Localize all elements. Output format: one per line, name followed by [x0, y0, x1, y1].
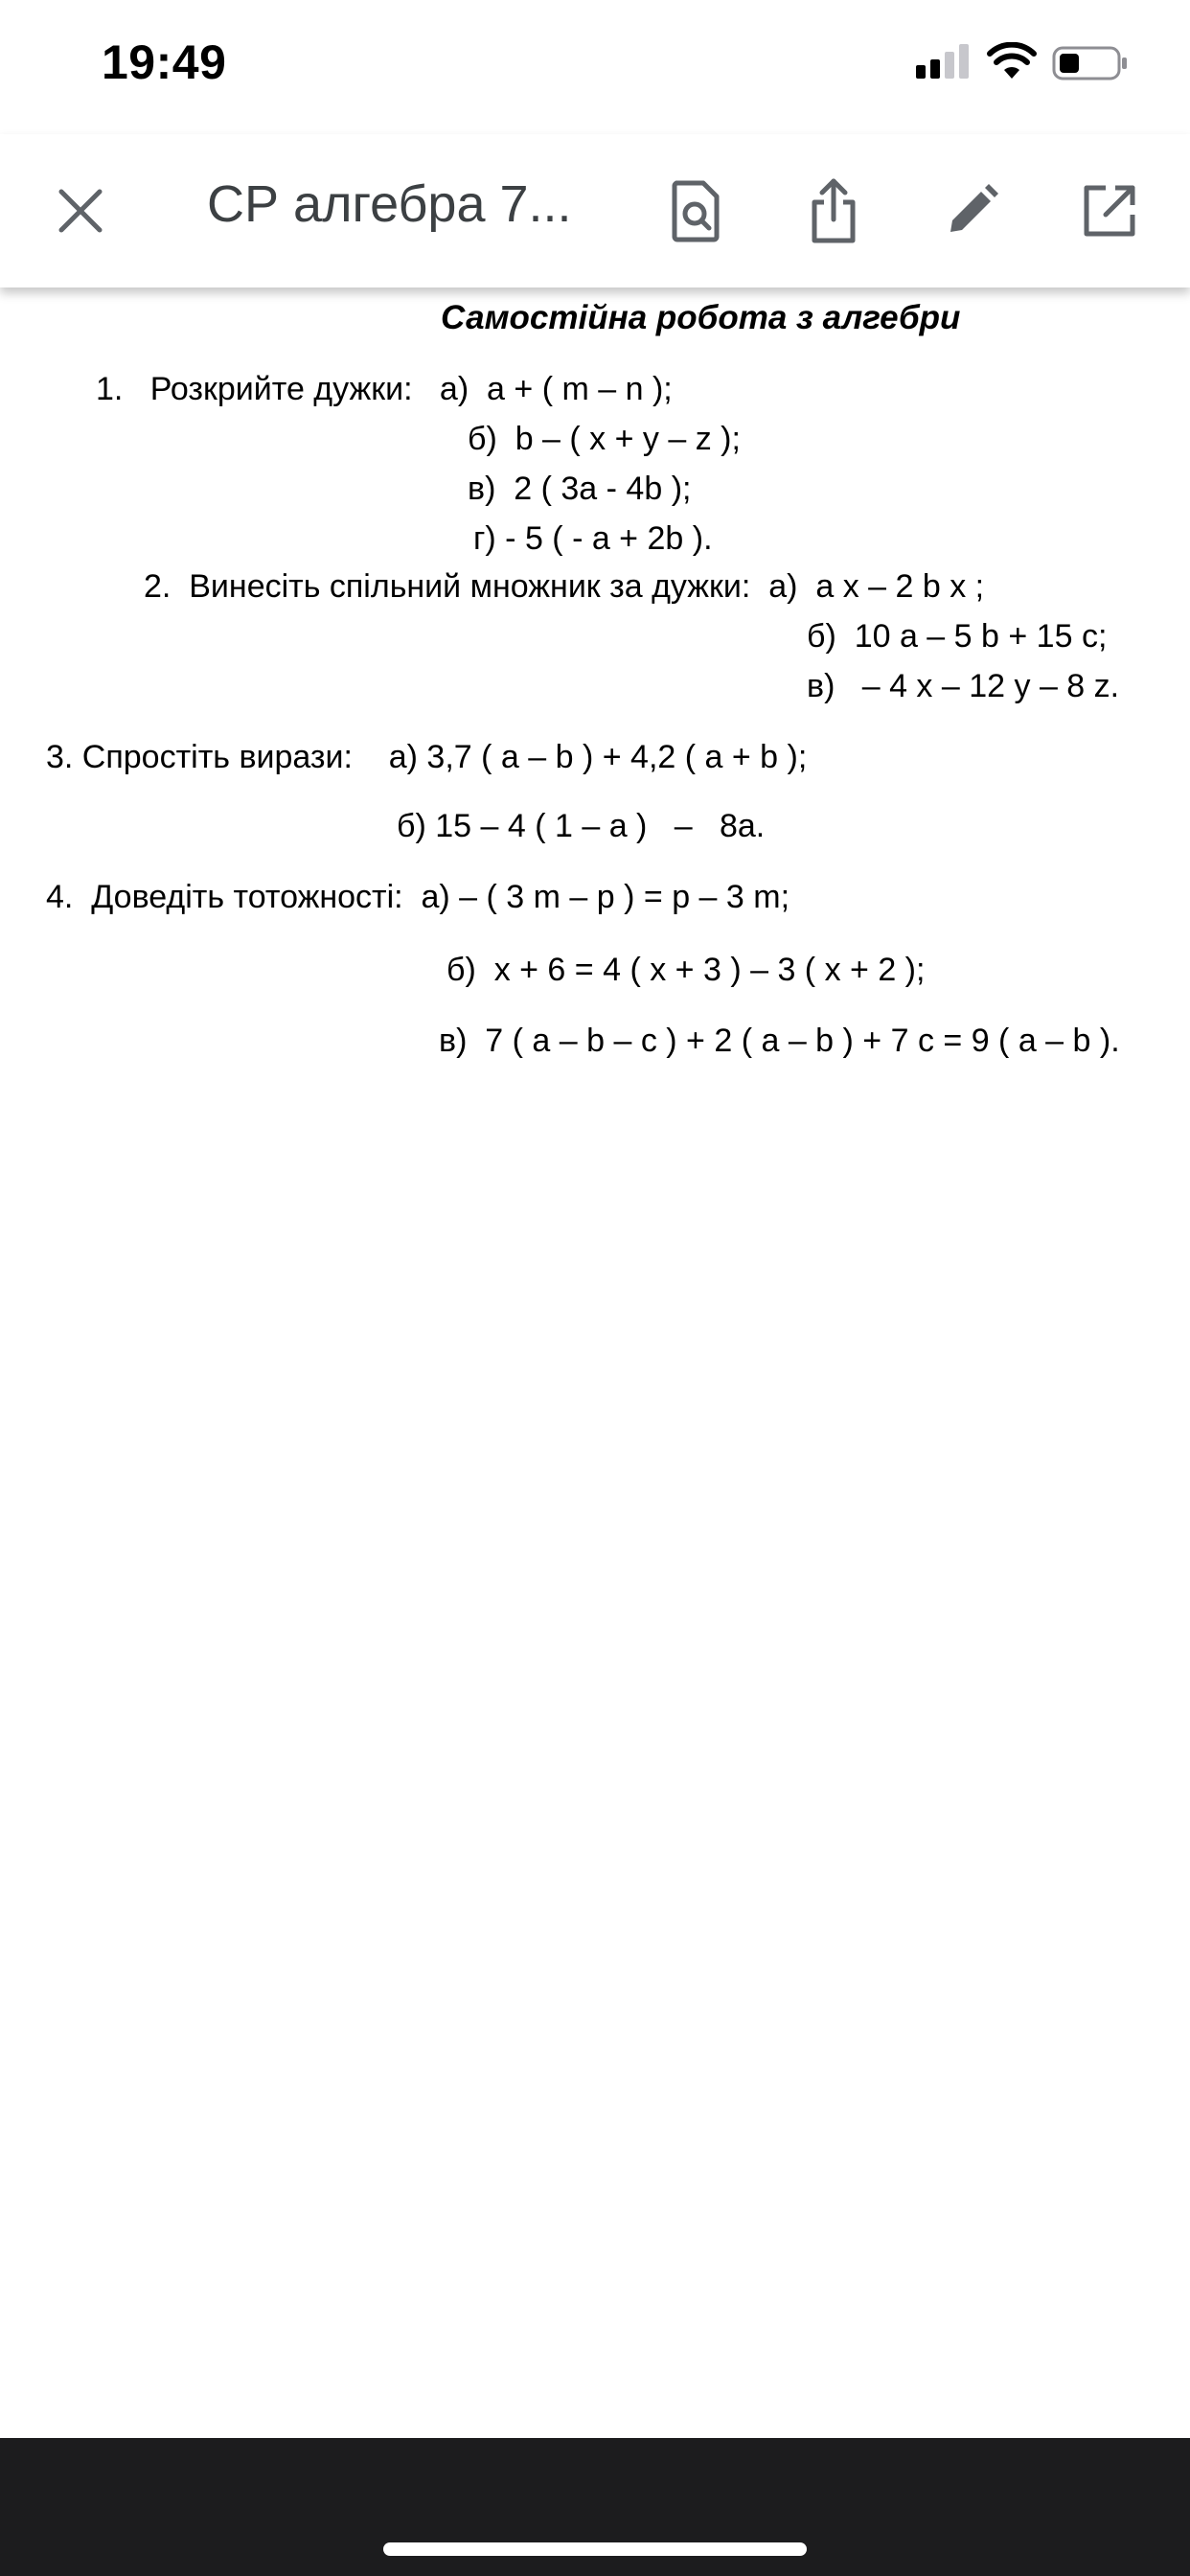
task-4-line-c: в) 7 ( a – b – c ) + 2 ( a – b ) + 7 c = 9 ( a – b ). [439, 1023, 1120, 1059]
task-2-line-b: б) 10 a – 5 b + 15 c; [807, 618, 1108, 655]
status-bar [0, 0, 1190, 134]
task-2-line-a: 2. Винесіть спільний множник за дужки: а) a x – 2 b x ; [144, 568, 985, 605]
task-2-line-c: в) – 4 x – 12 y – 8 z. [807, 668, 1120, 704]
task-3-line-a: 3. Спростіть вирази: а) 3,7 ( a – b ) + 4,2 ( a + b ); [46, 739, 808, 775]
cellular-signal-icon [916, 44, 970, 79]
edit-button[interactable] [931, 171, 1012, 251]
task-4-line-b: б) x + 6 = 4 ( x + 3 ) – 3 ( x + 2 ); [446, 952, 926, 988]
task-1-line-d: г) - 5 ( - a + 2b ). [473, 520, 713, 557]
home-bar-area [0, 2438, 1190, 2576]
find-in-document-button[interactable] [655, 171, 736, 251]
edit-pencil-icon [943, 182, 1000, 240]
task-4-line-a: 4. Доведіть тотожності: а) – ( 3 m – p ) = p – 3 m; [46, 879, 790, 915]
home-indicator[interactable] [383, 2542, 807, 2556]
wifi-icon [987, 42, 1037, 80]
close-icon [56, 186, 105, 236]
share-icon [807, 177, 860, 244]
document-toolbar [0, 134, 1190, 288]
document-title: СР алгебра 7... [207, 175, 572, 233]
battery-icon [1052, 46, 1129, 80]
document-heading: Самостійна робота з алгебри [441, 299, 961, 336]
task-1-line-a: 1. Розкрийте дужки: а) a + ( m – n ); [96, 371, 673, 407]
open-in-new-icon [1081, 182, 1138, 240]
close-button[interactable] [40, 171, 121, 251]
open-in-new-button[interactable] [1069, 171, 1150, 251]
task-3-line-b: б) 15 – 4 ( 1 – a ) – 8a. [397, 808, 766, 844]
document-page [0, 288, 1190, 2438]
find-in-document-icon [667, 179, 724, 242]
share-button[interactable] [793, 171, 874, 251]
status-time: 19:49 [102, 35, 227, 89]
task-1-line-c: в) 2 ( 3a - 4b ); [468, 471, 692, 507]
task-1-line-b: б) b – ( x + y – z ); [468, 421, 741, 457]
